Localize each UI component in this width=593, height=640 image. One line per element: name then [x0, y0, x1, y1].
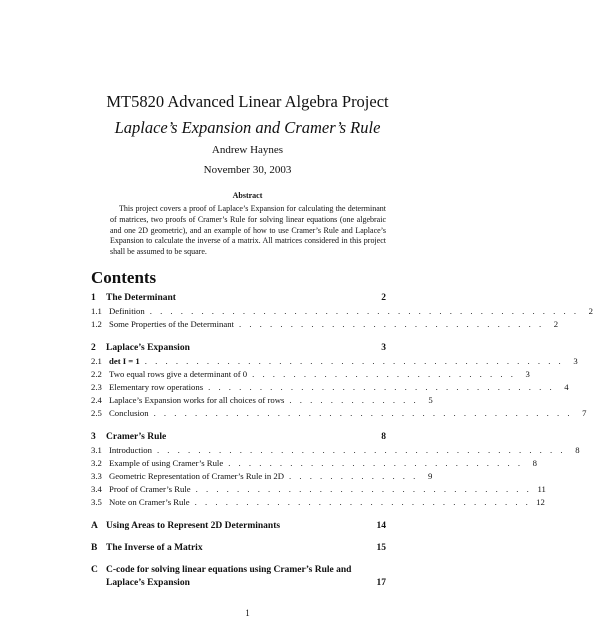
toc-title: Laplace’s Expansion — [106, 343, 190, 353]
toc-page: 11 — [537, 484, 546, 494]
toc-number: 3.1 — [91, 445, 102, 455]
toc-leader-dots: . . . . . . . . . . . . . . . . . . . . . . . . . . . . . . . . . — [194, 497, 531, 507]
toc-subsection-1-2[interactable] — [91, 319, 559, 329]
toc-leader-dots: . . . . . . . . . . . . . . . . . . . . . . . . . . . . . . . . . . . . . . . . . — [144, 356, 564, 366]
title-line-1: MT5820 Advanced Linear Algebra Project — [106, 92, 389, 111]
toc-number: 1 — [91, 293, 96, 303]
toc-number: 3 — [91, 432, 96, 442]
toc-number: 2.1 — [91, 356, 102, 366]
toc-number: 2.4 — [91, 395, 102, 405]
toc-number: 2 — [91, 343, 96, 353]
toc-leader-dots: . . . . . . . . . . . . . . . . . . . . . . . . . . . . . — [228, 458, 523, 468]
toc-title: Conclusion — [109, 408, 149, 418]
toc-number: 2.5 — [91, 408, 102, 418]
toc-page: 4 — [564, 382, 569, 392]
toc-title: det I = 1 — [109, 356, 140, 366]
author: Andrew Haynes — [211, 144, 284, 156]
toc-leader-dots: . . . . . . . . . . . . . — [289, 471, 419, 481]
toc-section-3[interactable] — [91, 432, 386, 442]
toc-subsection-3-2[interactable] — [91, 458, 537, 468]
toc-page: 5 — [428, 395, 433, 405]
toc-leader-dots: . . . . . . . . . . . . . . . . . . . . . . . . . . — [252, 369, 516, 379]
toc-number: 3.2 — [91, 458, 102, 468]
toc-page: 2 — [553, 319, 559, 329]
toc-page: 14 — [376, 521, 386, 531]
toc-number: B — [91, 543, 98, 553]
toc-number: 1.1 — [91, 306, 102, 316]
toc-title: Geometric Representation of Cramer’s Rule in 2D — [109, 471, 284, 481]
toc-appendix-b[interactable] — [91, 543, 386, 553]
contents-heading: Contents — [91, 268, 157, 287]
toc-subsection-2-1[interactable] — [91, 356, 578, 366]
toc-page: 3 — [573, 356, 578, 366]
toc-subsection-3-1[interactable] — [91, 445, 580, 455]
toc-subsection-2-5[interactable] — [91, 408, 587, 418]
toc-leader-dots: . . . . . . . . . . . . . . . . . . . . . . . . . . . . . . . . . . . . . . . . . . — [149, 306, 579, 316]
toc-title: Proof of Cramer’s Rule — [109, 484, 191, 494]
toc-section-2[interactable] — [91, 343, 386, 353]
toc-subsection-2-3[interactable] — [91, 382, 569, 392]
toc-subsection-2-4[interactable] — [91, 395, 433, 405]
toc-title: Cramer’s Rule — [106, 432, 167, 442]
toc-subsection-3-4[interactable] — [91, 484, 546, 494]
toc-number: 3.4 — [91, 484, 102, 494]
toc-title: Note on Cramer’s Rule — [109, 497, 190, 507]
toc-number: 1.2 — [91, 319, 102, 329]
toc-title: Definition — [109, 306, 145, 316]
toc-page: 8 — [381, 432, 386, 442]
toc-page: 9 — [427, 471, 433, 481]
toc-number: 3.3 — [91, 471, 102, 481]
toc-title: Introduction — [109, 445, 152, 455]
toc-title: Example of using Cramer’s Rule — [109, 458, 224, 468]
toc-leader-dots: . . . . . . . . . . . . . . . . . . . . . . . . . . . . . . . . . — [195, 484, 532, 494]
abstract-heading: Abstract — [232, 191, 263, 200]
toc-title: The Determinant — [106, 293, 176, 303]
toc-section-1[interactable] — [91, 293, 386, 303]
toc-page: 2 — [588, 306, 593, 316]
toc-title: Elementary row operations — [109, 382, 204, 392]
toc-page: 15 — [376, 543, 386, 553]
toc-appendix-a[interactable] — [91, 521, 386, 531]
page-number: 1 — [245, 608, 250, 618]
toc-number: C — [91, 565, 98, 575]
toc-number: A — [91, 521, 98, 531]
toc-leader-dots: . . . . . . . . . . . . . . . . . . . . . . . . . . . . . . — [238, 319, 545, 329]
toc-subsection-3-5[interactable] — [91, 497, 545, 507]
toc-subsection-1-1[interactable] — [91, 306, 593, 316]
toc-number: 2.3 — [91, 382, 102, 392]
toc-page: 17 — [376, 578, 386, 588]
toc-leader-dots: . . . . . . . . . . . . . . . . . . . . . . . . . . . . . . . . . . . . . . . . — [156, 445, 566, 455]
toc-title: Using Areas to Represent 2D Determinants — [106, 521, 281, 531]
abstract-text: This project covers a proof of Laplace’s Expansion for calculating the determinant of matrices, two proofs of Cramer’s Rule for solving linear equations (one algebraic and one 2D geometric), and an example of how to use Cramer’s Rule and Laplace’s Expansion to calculate the inverse of a matrix. All matrices considered in this project shall be assumed to be square. — [110, 204, 386, 257]
toc-appendix-c[interactable] — [91, 565, 386, 575]
toc-page: 3 — [381, 343, 386, 353]
toc-page: 12 — [536, 497, 545, 507]
toc-subsection-2-2[interactable] — [91, 369, 530, 379]
toc-page: 3 — [525, 369, 530, 379]
toc-leader-dots: . . . . . . . . . . . . . . . . . . . . . . . . . . . . . . . . . . . . . . . . . — [153, 408, 573, 418]
toc-number: 3.5 — [91, 497, 102, 507]
toc-title: The Inverse of a Matrix — [106, 543, 203, 553]
toc-page: 2 — [381, 293, 386, 303]
toc-page: 7 — [582, 408, 587, 418]
toc-title: Laplace’s Expansion works for all choices of rows — [109, 395, 285, 405]
toc-appendix-c-line2[interactable] — [106, 578, 386, 588]
toc-leader-dots: . . . . . . . . . . . . . . . . . . . . . . . . . . . . . . . . . . — [208, 382, 555, 392]
toc-subsection-3-3[interactable] — [91, 471, 433, 481]
toc-title: Two equal rows give a determinant of 0 — [109, 369, 248, 379]
toc-title: Some Properties of the Determinant — [109, 319, 234, 329]
toc-leader-dots: . . . . . . . . . . . . . — [289, 395, 419, 405]
toc-page: 8 — [532, 458, 537, 468]
toc-page: 8 — [575, 445, 580, 455]
date: November 30, 2003 — [203, 164, 292, 176]
toc-title: C-code for solving linear equations using Cramer’s Rule and — [106, 565, 352, 575]
title-line-2: Laplace’s Expansion and Cramer’s Rule — [114, 118, 381, 137]
toc-number: 2.2 — [91, 369, 102, 379]
toc-title-continued: Laplace’s Expansion — [106, 578, 190, 588]
